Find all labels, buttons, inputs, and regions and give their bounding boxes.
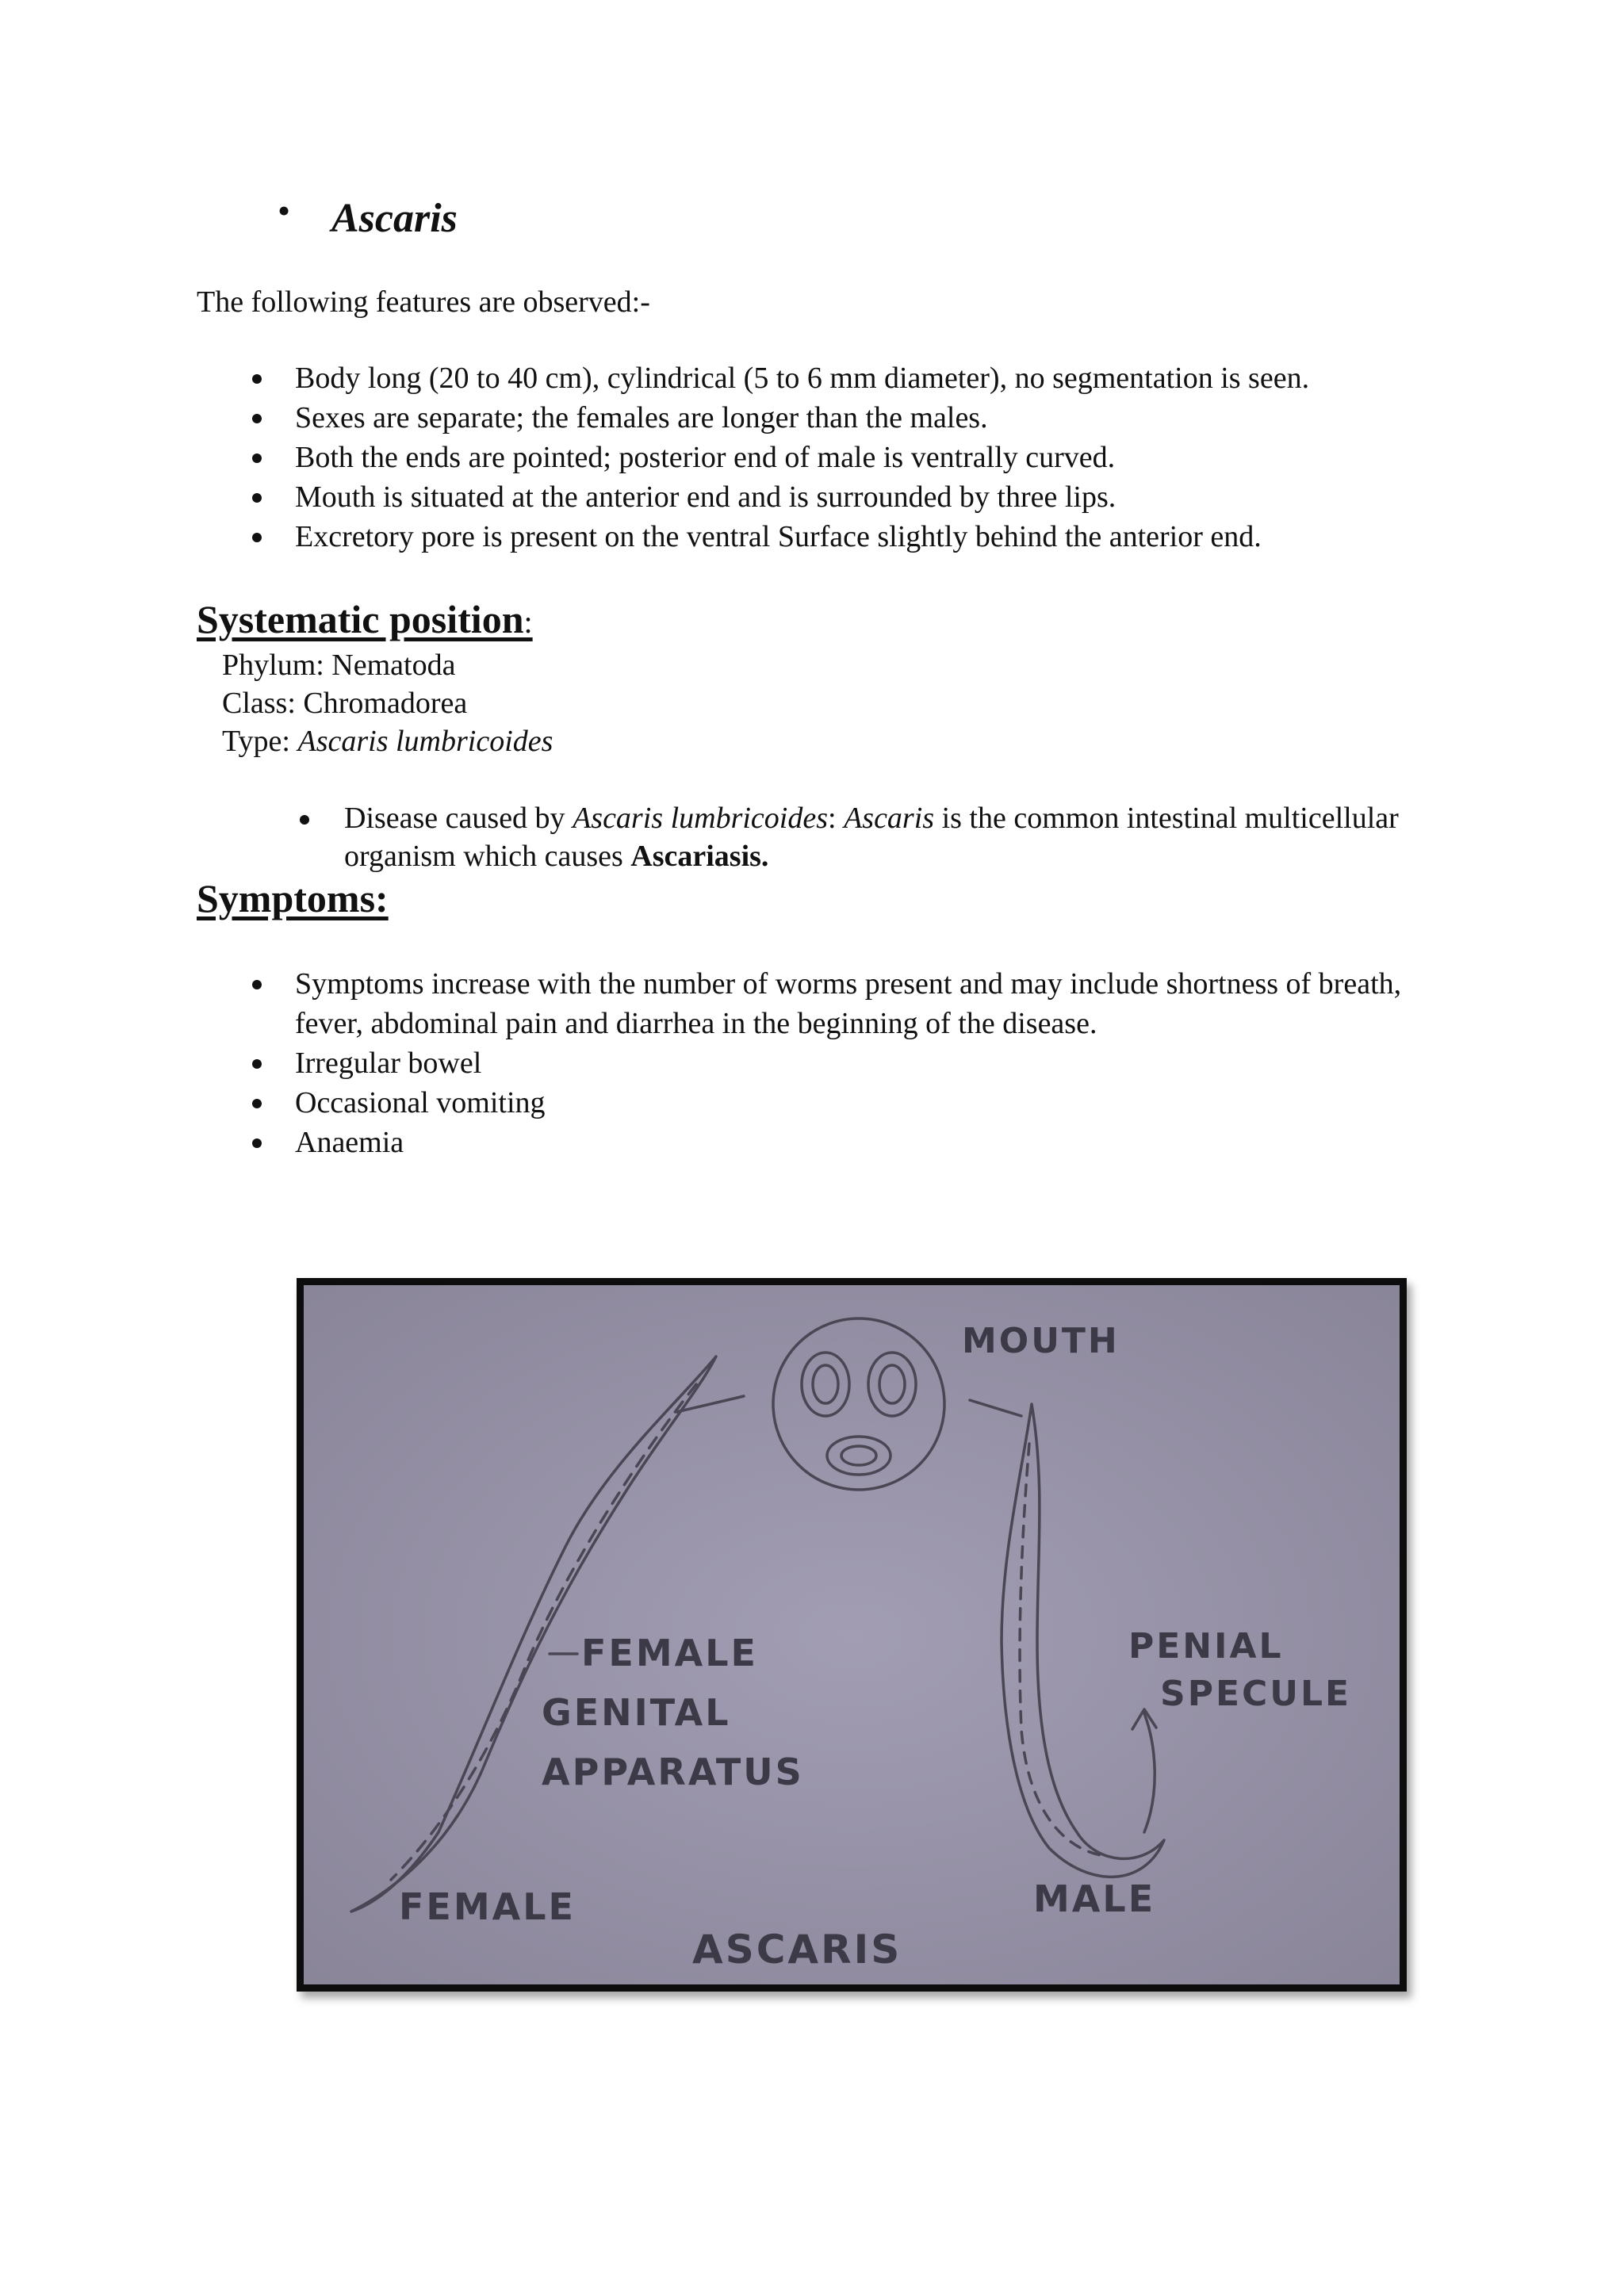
genital-label-3: APPARATUS xyxy=(542,1751,804,1793)
section-title: Ascaris xyxy=(331,196,458,241)
penial-label-1: PENIAL xyxy=(1128,1626,1284,1667)
male-label: MALE xyxy=(1033,1877,1156,1920)
mouth-label: MOUTH xyxy=(962,1321,1120,1361)
list-item: Sexes are separate; the females are longer than the males. xyxy=(252,398,1442,438)
class-line: Class: Chromadorea xyxy=(222,687,468,720)
drawing-caption: ASCARIS xyxy=(692,1927,902,1973)
disease-list xyxy=(300,799,1410,875)
type-label: Type: xyxy=(222,725,298,758)
symptoms-heading-text: Symptoms xyxy=(197,876,376,920)
list-item: Symptoms increase with the number of worms present and may include shortness of breath, fever, abdominal pain and diarrhea in the beginning of the disease. xyxy=(252,964,1442,1043)
list-item: Excretory pore is present on the ventral Surface slightly behind the anterior end. xyxy=(252,517,1442,557)
type-value: Ascaris lumbricoides xyxy=(297,725,553,758)
ascaris-illustration xyxy=(304,1285,1400,1984)
list-item: Body long (20 to 40 cm), cylindrical (5 to 6 mm diameter), no segmentation is seen. xyxy=(252,358,1442,398)
systematic-position-heading-text: Systematic position xyxy=(197,597,524,641)
disease-species: Ascaris lumbricoides xyxy=(573,802,828,835)
genital-label-1: FEMALE xyxy=(581,1632,758,1674)
type-line xyxy=(222,726,553,756)
symptoms-heading xyxy=(197,878,389,918)
ascaris-drawing xyxy=(297,1278,1407,1992)
disease-name: Ascariasis. xyxy=(630,840,769,873)
intro-text: The following features are observed:- xyxy=(197,285,650,319)
list-item: Mouth is situated at the anterior end and is surrounded by three lips. xyxy=(252,477,1442,517)
phylum-line: Phylum: Nematoda xyxy=(222,649,456,682)
list-item: Anaemia xyxy=(252,1123,1442,1162)
systematic-position-heading xyxy=(197,599,533,639)
penial-label-2: SPECULE xyxy=(1160,1674,1352,1714)
genital-label-2: GENITAL xyxy=(542,1691,731,1734)
list-item: Irregular bowel xyxy=(252,1043,1442,1083)
title-bullet: • xyxy=(278,190,291,231)
heading-colon: : xyxy=(375,876,389,920)
disease-middle: is the common intestinal multicellular organism which causes xyxy=(344,802,1399,873)
disease-genus: Ascaris xyxy=(844,802,935,835)
features-list xyxy=(252,358,1442,557)
list-item: Occasional vomiting xyxy=(252,1083,1442,1123)
symptoms-list xyxy=(252,964,1442,1162)
disease-prefix: Disease caused by xyxy=(344,802,573,835)
disease-sep: : xyxy=(828,802,845,835)
list-item: Both the ends are pointed; posterior end of male is ventrally curved. xyxy=(252,438,1442,477)
heading-colon: : xyxy=(523,604,533,640)
disease-item xyxy=(300,799,1410,875)
female-label: FEMALE xyxy=(399,1885,576,1928)
